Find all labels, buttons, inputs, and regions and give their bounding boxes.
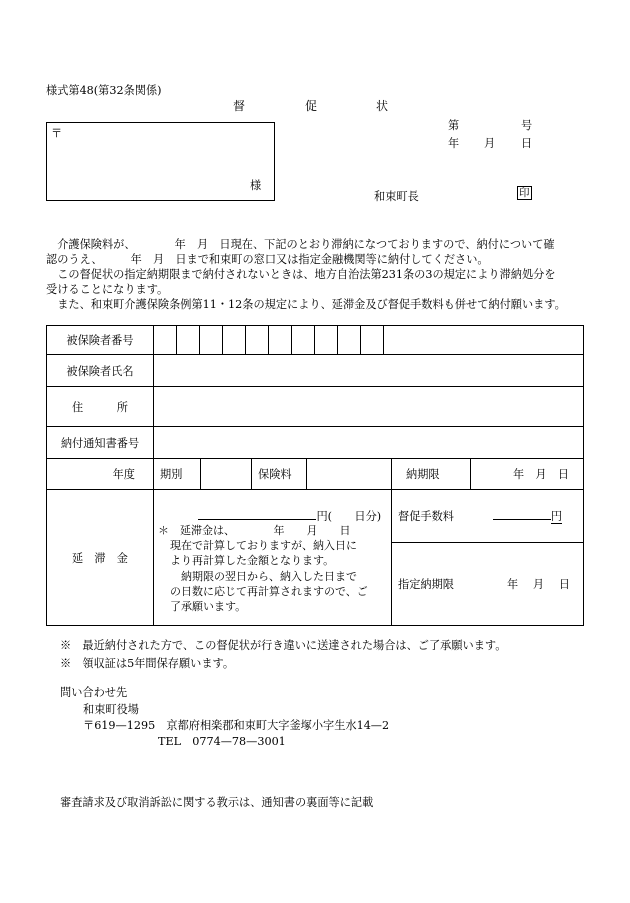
address-label: 住 所 bbox=[47, 387, 154, 427]
reminder-fee-line bbox=[493, 507, 551, 520]
notice-line-2: 現在で計算しておりますが、納入日に bbox=[170, 539, 357, 553]
date-year: 年 bbox=[448, 137, 460, 150]
fee-subtable bbox=[392, 490, 584, 625]
reminder-fee-yen: 円 bbox=[550, 510, 563, 524]
late-fee-amount-line bbox=[198, 507, 316, 520]
digit-boxes bbox=[154, 326, 583, 354]
period-label: 期別 bbox=[154, 459, 201, 490]
insured-name-label: 被保険者氏名 bbox=[47, 355, 154, 387]
paragraph-2-line-1: この督促状の指定納期限まで納付されないときは、地方自治法第231条の3の規定により滞納処分を bbox=[46, 268, 556, 281]
notice-line-5: の日数に応じて再計算されますので、ご bbox=[170, 584, 368, 598]
notice-number-value bbox=[154, 427, 584, 459]
paragraph-1-line-1: 介護保険料が、 年 月 日現在、下記のとおり滞納になつておりますので、納付について確 bbox=[46, 238, 555, 251]
paragraph-1 bbox=[46, 237, 586, 312]
issuer: 和束町長 bbox=[374, 190, 419, 203]
footer-note: 審査請求及び取消訴訟に関する教示は、通知書の裏面等に記載 bbox=[60, 796, 374, 809]
notice-line-4: 納期限の翌日から、納入した日まで bbox=[170, 569, 357, 583]
contact-postal-address: 〒619—1295 京都府相楽郡和束町大字釜塚小字生水14—2 bbox=[83, 719, 390, 732]
note-1: ※ 最近納付された方で、この督促状が行き違いに送達された場合は、ご了承願います。 bbox=[60, 639, 507, 652]
number-go: 号 bbox=[521, 119, 533, 132]
title-char-3: 状 bbox=[376, 99, 389, 113]
paragraph-2-line-2: 受けることになります。 bbox=[46, 283, 169, 296]
date-month: 月 bbox=[484, 137, 496, 150]
note-2: ※ 領収証は5年間保存願います。 bbox=[60, 657, 235, 670]
due-date-value: 年 月 日 bbox=[471, 459, 584, 490]
late-fee-yen-days: 円( 日分) bbox=[316, 510, 382, 523]
paragraph-3-line-1: また、和束町介護保険条例第11・12条の規定により、延滞金及び督促手数料も併せて納付願います。 bbox=[46, 298, 566, 311]
date-day: 日 bbox=[521, 137, 533, 150]
honorific: 様 bbox=[250, 179, 262, 192]
postal-mark: 〒 bbox=[51, 127, 63, 140]
premium-label: 保険料 bbox=[252, 459, 307, 490]
fiscal-year-label: 年度 bbox=[47, 459, 154, 490]
period-value bbox=[201, 459, 252, 490]
insured-number-label: 被保険者番号 bbox=[47, 326, 154, 355]
notice-line-6: 了承願います。 bbox=[170, 600, 247, 614]
notice-line-3: より再計算した金額となります。 bbox=[170, 554, 335, 568]
designated-due-date-value: 年 月 日 bbox=[471, 542, 584, 625]
contact-tel: TEL 0774—78—3001 bbox=[158, 735, 286, 748]
late-fee-label: 延 滞 金 bbox=[47, 490, 154, 626]
notice-line-1: ＊ 延滞金は、 年 月 日 bbox=[158, 524, 351, 537]
address-value bbox=[154, 387, 584, 427]
premium-value bbox=[307, 459, 392, 490]
seal-text: 印 bbox=[519, 187, 530, 199]
paragraph-1-line-2: 認のうえ、 年 月 日まで和束町の窓口又は指定金融機関等に納付してください。 bbox=[46, 253, 489, 266]
title-char-2: 促 bbox=[305, 99, 318, 113]
notice-number-label: 納付通知書番号 bbox=[47, 427, 154, 459]
fee-subtable-cell bbox=[392, 490, 584, 626]
reminder-fee-label: 督促手数料 bbox=[398, 509, 454, 523]
contact-office: 和束町役場 bbox=[83, 703, 139, 716]
designated-due-date-label: 指定納期限 bbox=[392, 542, 471, 625]
due-date-label: 納期限 bbox=[392, 459, 471, 490]
address-box bbox=[46, 122, 275, 201]
seal-stamp bbox=[517, 186, 532, 200]
contact-heading: 問い合わせ先 bbox=[60, 686, 128, 699]
late-fee-notice bbox=[158, 523, 382, 614]
title-char-1: 督 bbox=[233, 99, 246, 113]
number-dai: 第 bbox=[448, 119, 460, 132]
insured-name-value bbox=[154, 355, 584, 387]
reminder-fee-value bbox=[471, 490, 584, 542]
form-label: 様式第48(第32条関係) bbox=[46, 84, 162, 97]
insured-number-digits bbox=[154, 326, 584, 355]
